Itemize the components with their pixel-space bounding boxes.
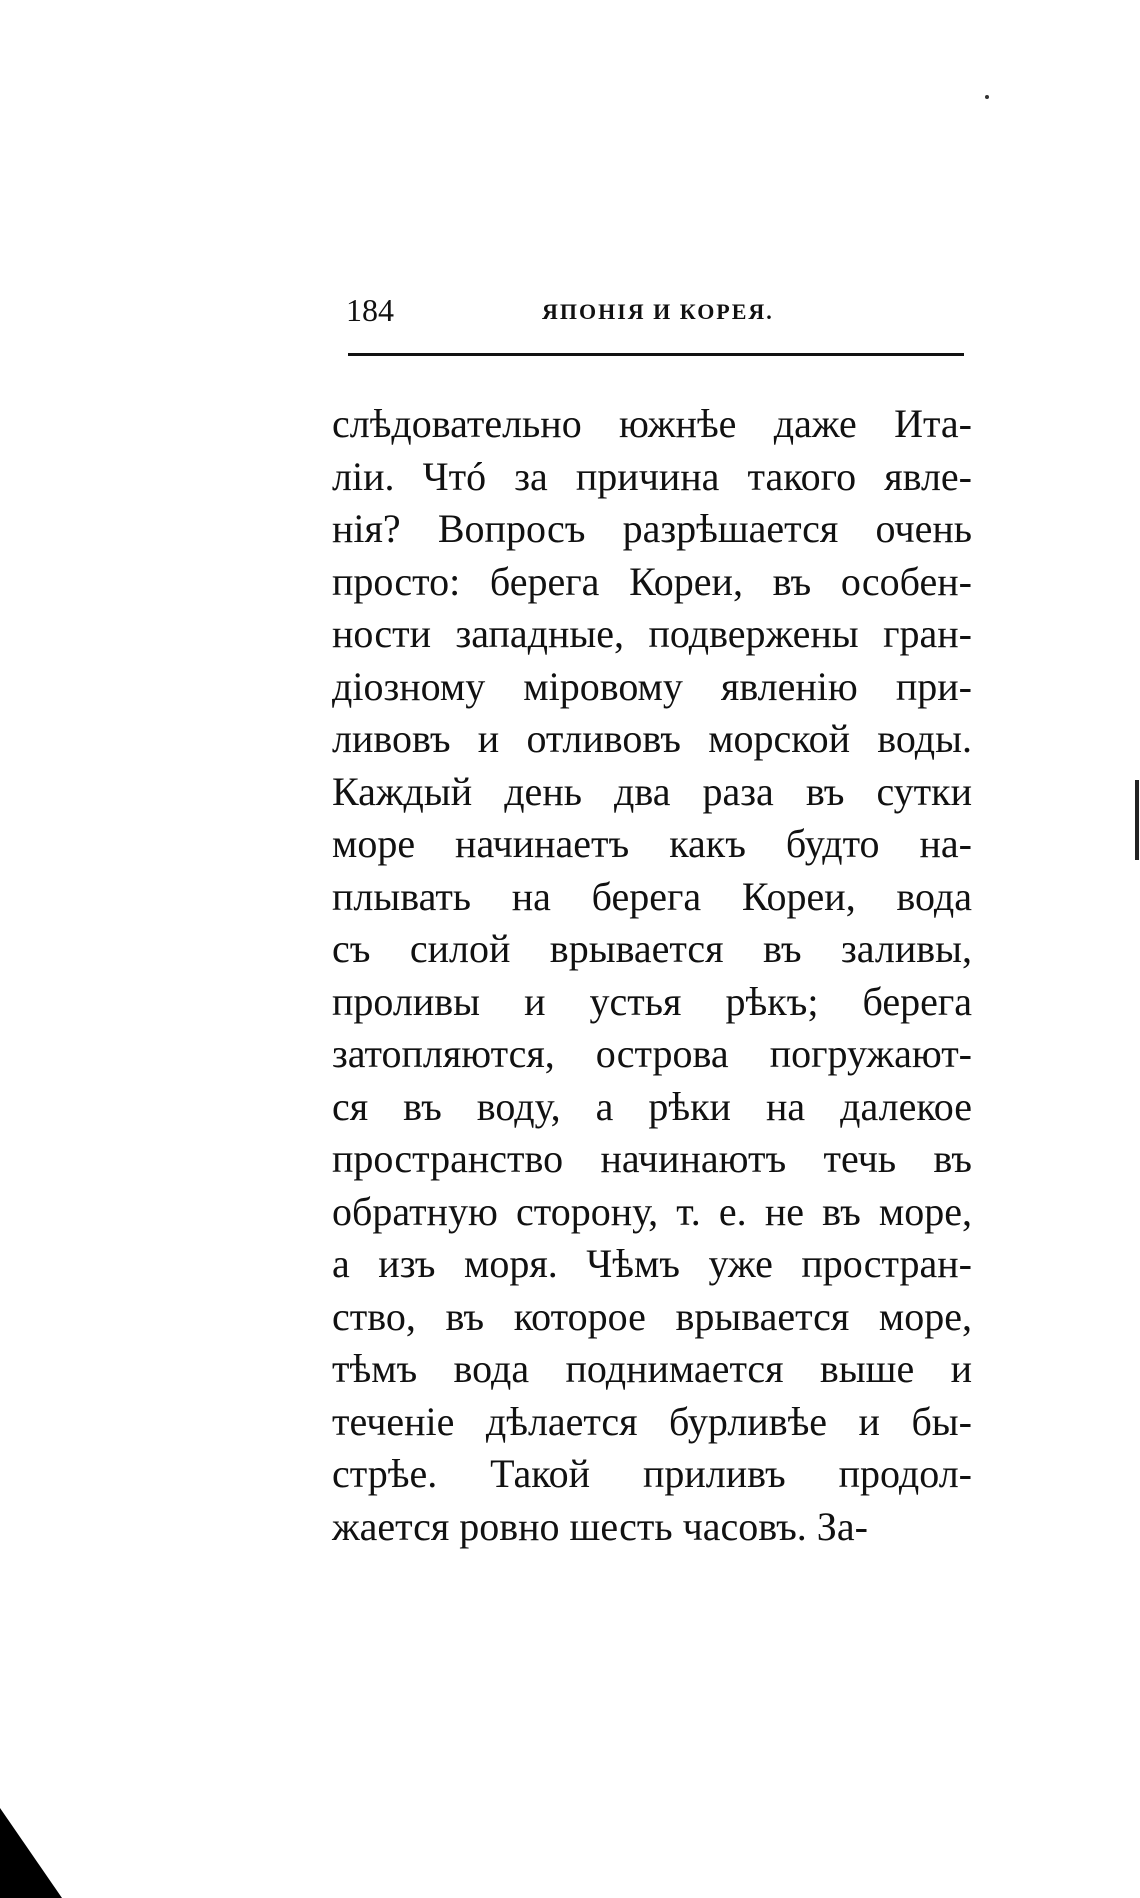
text-line: проливы и устья рѣкъ; берега — [332, 978, 972, 1024]
text-line: жается ровно шесть часовъ. За- — [332, 1503, 868, 1549]
running-title: ЯПОНІЯ И КОРЕЯ. — [542, 299, 774, 324]
text-line: Каждый день два раза въ сутки — [332, 768, 972, 814]
text-line: съ силой врывается въ заливы, — [332, 926, 972, 971]
text-line: обратную сторону, т. е. не въ море, — [332, 1188, 972, 1234]
text-line: ліи. Чтó за причина такого явле- — [332, 453, 972, 499]
text-line: тѣмъ вода поднимается выше и — [332, 1346, 972, 1391]
scan-edge-mark — [1135, 780, 1139, 860]
text-line: ливовъ и отливовъ морской воды. — [332, 716, 972, 761]
text-line: просто: берега Кореи, въ особен- — [332, 558, 972, 604]
text-line: діозному міровому явленію при- — [332, 663, 972, 709]
text-line: море начинаетъ какъ будто на- — [332, 821, 972, 866]
scan-speck — [985, 95, 989, 99]
text-line: теченіе дѣлается бурливѣе и бы- — [332, 1398, 972, 1444]
text-line: пространство начинаютъ течь въ — [332, 1136, 972, 1181]
text-line: а изъ моря. Чѣмъ уже простран- — [332, 1241, 972, 1286]
text-line: ство, въ которое врывается море, — [332, 1293, 972, 1339]
text-line: плывать на берега Кореи, вода — [332, 873, 972, 919]
text-line: стрѣе. Такой приливъ продол- — [332, 1451, 972, 1496]
text-line: затопляются, острова погружают- — [332, 1031, 972, 1076]
text-line: нія? Вопросъ разрѣшается очень — [332, 506, 972, 551]
body-text — [332, 398, 972, 1553]
text-line: слѣдовательно южнѣе даже Ита- — [332, 401, 972, 446]
page-header — [346, 290, 966, 330]
text-line: ся въ воду, а рѣки на далекое — [332, 1083, 972, 1129]
page-number: 184 — [346, 292, 394, 328]
header-rule — [348, 353, 964, 356]
page-corner-mark — [0, 1808, 62, 1898]
text-line: ности западные, подвержены гран- — [332, 611, 972, 656]
